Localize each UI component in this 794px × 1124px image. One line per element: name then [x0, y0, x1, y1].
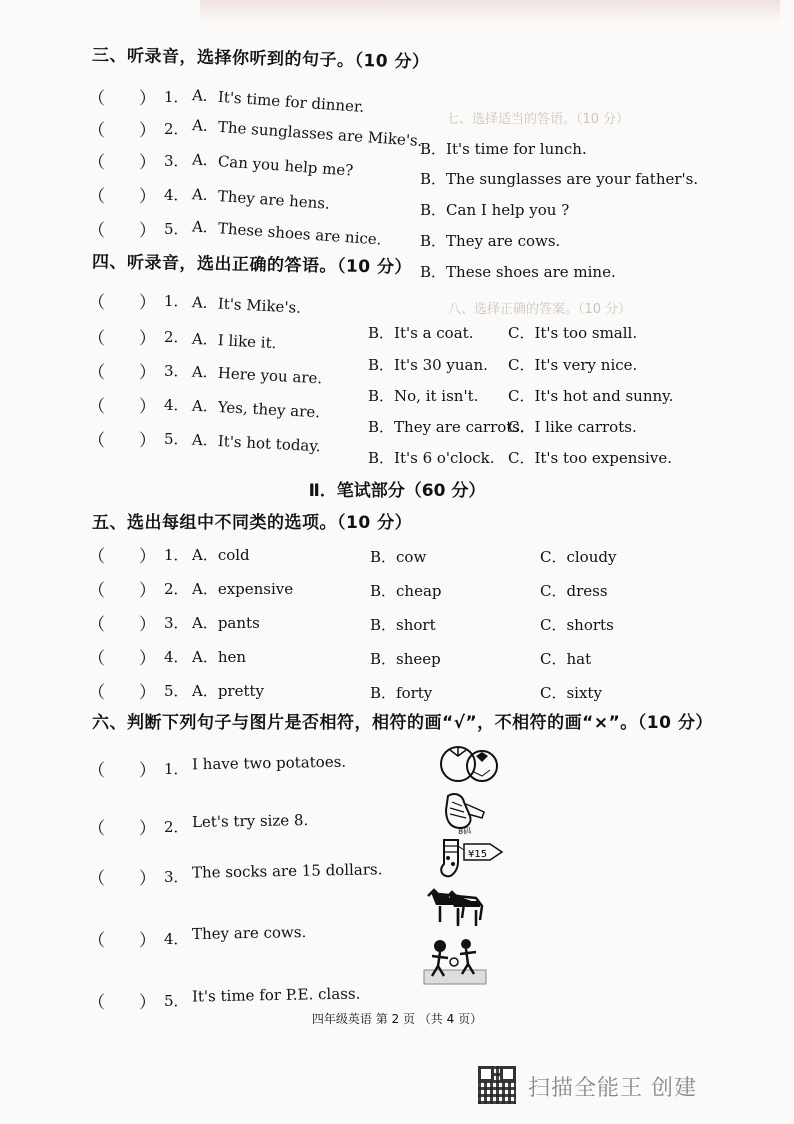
option-a: A．pretty	[192, 682, 265, 700]
question-number: 2．	[164, 328, 189, 346]
answer-blank[interactable]: （ ）	[88, 993, 156, 1013]
option-b: B．cow	[370, 548, 427, 566]
option-a: A．cold	[192, 546, 250, 564]
option-a: A．Here you are.	[191, 362, 323, 388]
option-c: C．hat	[540, 650, 592, 668]
horses-icon	[424, 884, 490, 930]
answer-blank[interactable]: （ ）	[88, 329, 156, 349]
price-tag-label: ¥15	[468, 849, 488, 860]
socks-price-tag-icon	[438, 836, 510, 884]
option-a: A．It's hot today.	[191, 430, 322, 456]
option-b: B．The sunglasses are your father's.	[420, 170, 699, 188]
question-number: 5．	[164, 220, 189, 238]
question-number: 4．	[164, 930, 189, 948]
option-a: A．It's time for dinner.	[191, 86, 365, 116]
bleed-through-text: 八、选择正确的答案。（10 分）	[448, 302, 632, 317]
question-number: 3．	[164, 868, 189, 886]
option-a: A．expensive	[192, 580, 294, 598]
answer-blank[interactable]: （ ）	[88, 293, 156, 313]
option-c: C．sixty	[540, 684, 602, 702]
answer-blank[interactable]: （ ）	[88, 547, 156, 567]
option-a: A．They are hens.	[191, 185, 331, 213]
answer-blank[interactable]: （ ）	[88, 819, 156, 839]
option-b: B．They are cows.	[420, 232, 561, 250]
option-b: B．forty	[370, 684, 433, 702]
option-a: A．Yes, they are.	[191, 396, 321, 422]
question-number: 5．	[164, 992, 189, 1010]
option-a: A．pants	[192, 614, 260, 632]
option-b: B．It's 30 yuan.	[368, 356, 488, 374]
section-6-title: 六、判断下列句子与图片是否相符，相符的画“√”，不相符的画“×”。（10 分）	[92, 713, 713, 733]
option-b: B．cheap	[370, 582, 442, 600]
question-number: 1．	[164, 292, 189, 310]
question-number: 1．	[164, 88, 189, 106]
option-b: B．These shoes are mine.	[420, 263, 616, 281]
question-number: 3．	[164, 152, 189, 170]
question-number: 4．	[164, 648, 189, 666]
option-c: C．cloudy	[540, 548, 617, 566]
judgement-sentence: They are cows.	[191, 923, 307, 943]
answer-blank[interactable]: （ ）	[88, 153, 156, 173]
scan-stain	[200, 0, 780, 22]
question-number: 5．	[164, 430, 189, 448]
question-number: 1．	[164, 546, 189, 564]
answer-blank[interactable]: （ ）	[88, 581, 156, 601]
question-number: 2．	[164, 120, 189, 138]
option-c: C．It's too expensive.	[508, 449, 672, 467]
option-c: C．It's hot and sunny.	[508, 387, 674, 405]
judgement-sentence: I have two potatoes.	[191, 752, 347, 774]
watermark-text: 扫描全能王 创建	[528, 1076, 697, 1101]
question-number: 5．	[164, 682, 189, 700]
answer-blank[interactable]: （ ）	[88, 761, 156, 781]
option-b: B．short	[370, 616, 436, 634]
question-number: 1．	[164, 760, 189, 778]
option-b: B．Can I help you ?	[420, 201, 570, 219]
option-a: A．I like it.	[191, 329, 277, 353]
option-a: A．The sunglasses are Mike's.	[191, 115, 424, 151]
answer-blank[interactable]: （ ）	[88, 397, 156, 417]
page-footer: 四年级英语 第 2 页 （共 4 页）	[311, 1012, 483, 1026]
option-a: A．Can you help me?	[191, 150, 354, 180]
option-c: C．dress	[540, 582, 608, 600]
tomato-orange-icon	[438, 736, 500, 788]
question-number: 3．	[164, 362, 189, 380]
question-number: 2．	[164, 580, 189, 598]
answer-blank[interactable]: （ ）	[88, 683, 156, 703]
option-a: A．hen	[192, 648, 247, 666]
shoe-size-label: 8码	[458, 827, 472, 834]
answer-blank[interactable]: （ ）	[88, 363, 156, 383]
question-number: 4．	[164, 186, 189, 204]
part-2-title: Ⅱ．笔试部分（60 分）	[308, 481, 486, 501]
answer-blank[interactable]: （ ）	[88, 931, 156, 951]
question-number: 4．	[164, 396, 189, 414]
option-b: B．sheep	[370, 650, 441, 668]
option-c: C．I like carrots.	[508, 418, 637, 436]
option-b: B．They are carrots.	[368, 418, 525, 436]
option-c: C．It's too small.	[508, 324, 638, 342]
section-5-title: 五、选出每组中不同类的选项。（10 分）	[92, 513, 413, 533]
answer-blank[interactable]: （ ）	[88, 121, 156, 141]
answer-blank[interactable]: （ ）	[88, 187, 156, 207]
shoe-size-icon	[440, 790, 490, 834]
answer-blank[interactable]: （ ）	[88, 869, 156, 889]
option-b: B．It's 6 o'clock.	[368, 449, 495, 467]
option-c: C．shorts	[540, 616, 614, 634]
option-a: A．It's Mike's.	[191, 293, 302, 317]
bleed-through-text: 七、选择适当的答语。（10 分）	[446, 112, 630, 127]
judgement-sentence: It's time for P.E. class.	[191, 984, 361, 1006]
option-b: B．It's time for lunch.	[420, 140, 587, 158]
answer-blank[interactable]: （ ）	[88, 615, 156, 635]
judgement-sentence: The socks are 15 dollars.	[191, 860, 383, 882]
judgement-sentence: Let's try size 8.	[191, 810, 309, 832]
qr-code-icon	[478, 1066, 516, 1104]
option-b: B．No, it isn't.	[368, 387, 479, 405]
question-number: 2．	[164, 818, 189, 836]
answer-blank[interactable]: （ ）	[88, 649, 156, 669]
option-b: B．It's a coat.	[368, 324, 474, 342]
question-number: 3．	[164, 614, 189, 632]
scanner-watermark	[478, 1066, 778, 1106]
option-c: C．It's very nice.	[508, 356, 638, 374]
section-3-title: 三、听录音，选择你听到的句子。（10 分）	[91, 45, 430, 73]
answer-blank[interactable]: （ ）	[88, 89, 156, 109]
option-a: A．These shoes are nice.	[191, 217, 383, 249]
kids-playing-icon	[422, 934, 488, 988]
answer-blank[interactable]: （ ）	[88, 431, 156, 451]
section-4-title: 四、听录音，选出正确的答语。（10 分）	[91, 252, 413, 278]
answer-blank[interactable]: （ ）	[88, 221, 156, 241]
